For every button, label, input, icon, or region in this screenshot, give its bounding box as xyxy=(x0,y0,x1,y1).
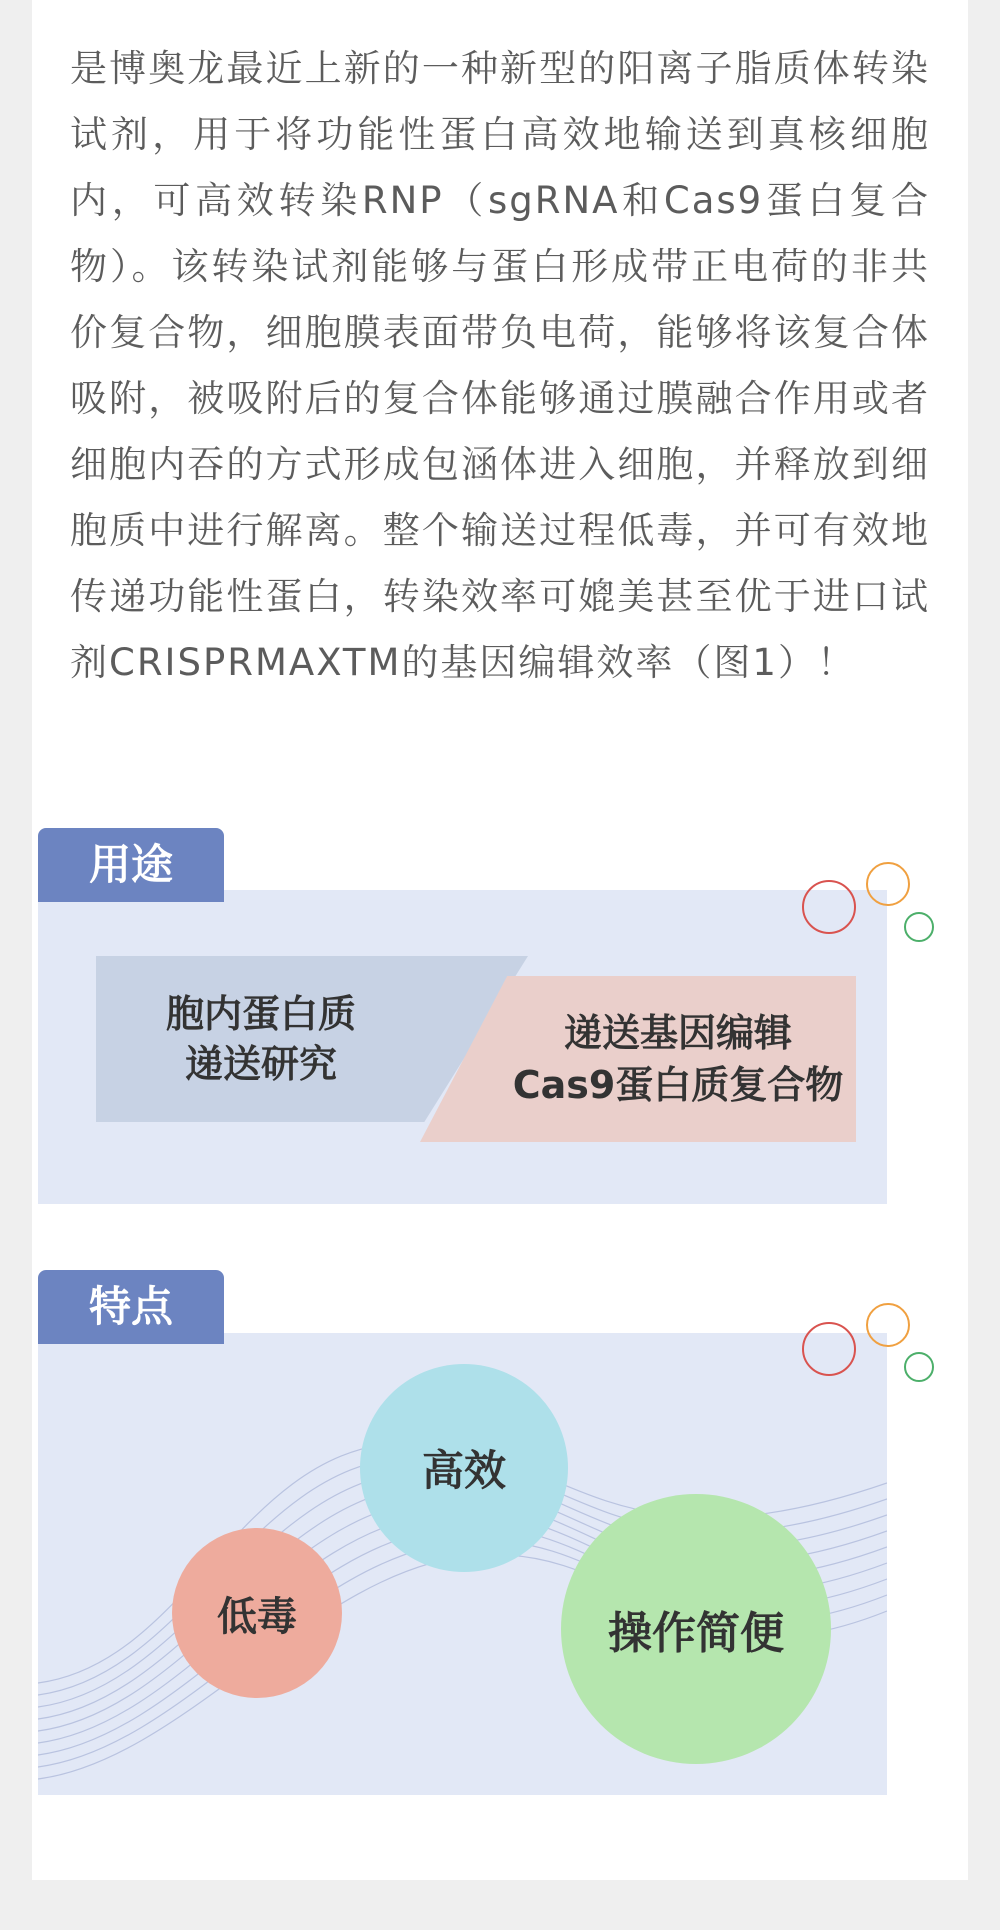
red-ring-icon xyxy=(802,880,856,934)
usage-right-label xyxy=(500,976,856,1142)
usage-right-line1: 递送基因编辑 xyxy=(563,1011,792,1055)
feature-bubble-easy-operation: 操作简便 xyxy=(561,1494,831,1764)
feature-bubble-efficient: 高效 xyxy=(360,1364,568,1572)
green-ring-icon xyxy=(904,912,934,942)
orange-ring-icon xyxy=(866,862,910,906)
features-section-tab: 特点 xyxy=(38,1270,224,1344)
green-ring-icon xyxy=(904,1352,934,1382)
intro-paragraph: 是博奥龙最近上新的一种新型的阳离子脂质体转染试剂，用于将功能性蛋白高效地输送到真核细胞内，可高效转染RNP（sgRNA和Cas9蛋白复合物）。该转染试剂能够与蛋白形成带正电荷的非共价复合物，细胞膜表面带负电荷，能够将该复合体吸附，被吸附后的复合体能够通过膜融合作用或者细胞内吞的方式形成包涵体进入细胞，并释放到细胞质中进行解离。整个输送过程低毒，并可有效地传递功能性蛋白，转染效率可媲美甚至优于进口试剂CRISPRMAXTM的基因编辑效率（图1）！ xyxy=(70,47,930,684)
usage-left-line2: 递送研究 xyxy=(184,1042,337,1086)
orange-ring-icon xyxy=(866,1303,910,1347)
usage-left-label xyxy=(96,956,426,1122)
red-ring-icon xyxy=(802,1322,856,1376)
usage-right-line2: Cas9蛋白质复合物 xyxy=(512,1063,844,1107)
usage-section-tab: 用途 xyxy=(38,828,224,902)
feature-bubble-low-toxicity: 低毒 xyxy=(172,1528,342,1698)
usage-left-line1: 胞内蛋白质 xyxy=(165,992,356,1036)
